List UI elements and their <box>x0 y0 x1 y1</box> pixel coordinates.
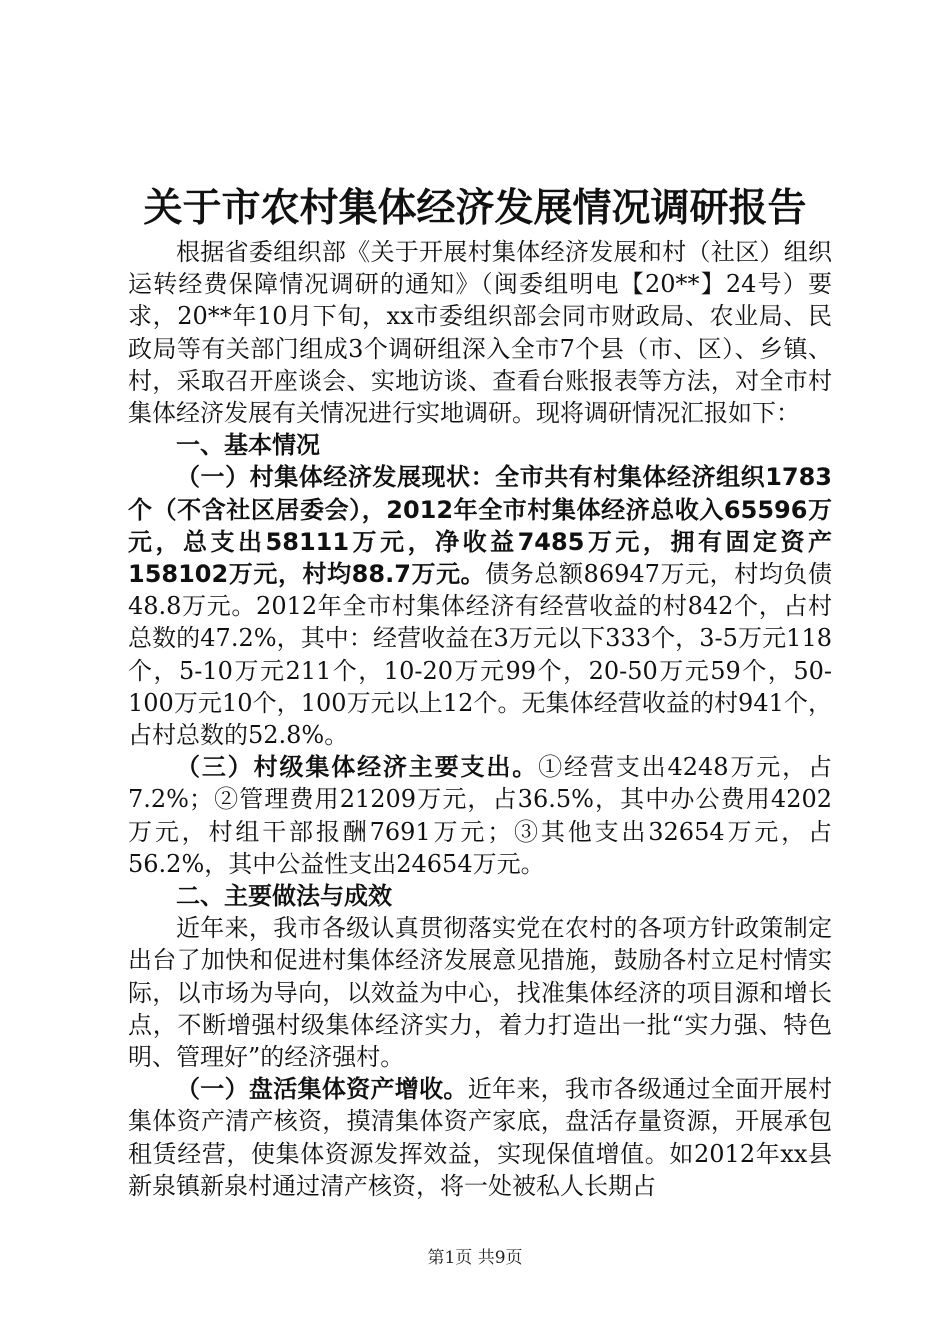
section-heading-practices: 二、主要做法与成效 <box>176 882 392 911</box>
paragraph-status-rest: 债务总额86947万元，村均负债48.8万元。2012年全市村集体经济有经营收益的村842个，占村总数的47.2%，其中：经营收益在3万元以下333个，3-5万元118个，5-10万元211个，10-20万元99个，20-50万元59个，50-100万元10个，100万元以上12个。无集体经营收益的村941个，占村总数的52.8%。 <box>128 560 832 750</box>
paragraph-assets-lead: （一）盘活集体资产增收。 <box>176 1075 468 1104</box>
paragraph-practices: 近年来，我市各级认真贯彻落实党在农村的各项方针政策制定出台了加快和促进村集体经济发展意见措施，鼓励各村立足村情实际，以市场为导向，以效益为中心，找准集体经济的项目源和增长点，不断增强村级集体经济实力，着力打造出一批“实力强、特色明、管理好”的经济强村。 <box>128 914 832 1072</box>
page-footer: 第1页 共9页 <box>427 1248 523 1268</box>
document-body <box>128 236 832 1202</box>
paragraph-expenditure <box>128 751 832 880</box>
paragraph-expenditure-lead: （三）村级集体经济主要支出。 <box>176 753 539 782</box>
section-heading-basic: 一、基本情况 <box>176 431 320 460</box>
paragraph-assets-rest: 近年来，我市各级通过全面开展村集体资产清产核资，摸清集体资产家底，盘活存量资源，开展承包租赁经营，使集体资源发挥效益，实现保值增值。如2012年xx县新泉镇新泉村通过清产核资，将一处被私人长期占 <box>128 1075 833 1200</box>
document-title: 关于市农村集体经济发展情况调研报告 <box>143 185 807 231</box>
paragraph-expenditure-rest: ①经营支出4248万元，占7.2%；②管理费用21209万元，占36.5%，其中办公费用4202万元，村组干部报酬7691万元；③其他支出32654万元，占56.2%，其中公益性支出24654万元。 <box>128 753 833 878</box>
paragraph-status <box>128 461 832 751</box>
paragraph-status-lead: （一）村集体经济发展现状：全市共有村集体经济组织1783个（不含社区居委会），2012年全市村集体经济总收入65596万元，总支出58111万元，净收益7485万元，拥有固定资产158102万元，村均88.7万元。 <box>128 463 832 589</box>
intro-paragraph: 根据省委组织部《关于开展村集体经济发展和村（社区）组织运转经费保障情况调研的通知》（闽委组明电【20**】24号）要求，20**年10月下旬，xx市委组织部会同市财政局、农业局、民政局等有关部门组成3个调研组深入全市7个县（市、区）、乡镇、村，采取召开座谈会、实地访谈、查看台账报表等方法，对全市村集体经济发展有关情况进行实地调研。现将调研情况汇报如下： <box>128 238 832 428</box>
paragraph-assets <box>128 1073 832 1202</box>
